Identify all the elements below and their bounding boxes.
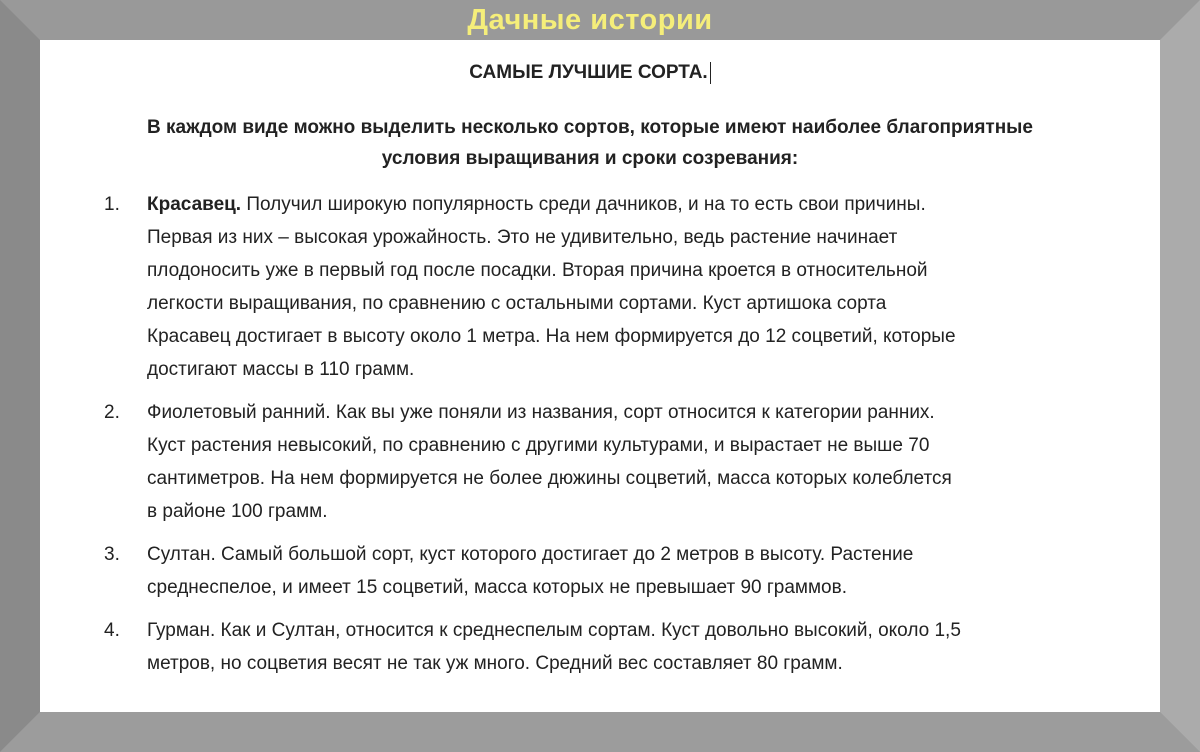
item-number: 1. (104, 194, 120, 215)
site-title: Дачные истории (467, 4, 713, 36)
item-line: Гурман. Как и Султан, относится к среднеспелым сортам. Куст довольно высокий, около 1,5 (147, 620, 961, 641)
item-number: 4. (104, 620, 120, 641)
list-item (104, 396, 1144, 528)
frame-left (0, 0, 40, 752)
intro-line: В каждом виде можно выделить несколько сортов, которые имеют наиболее благоприятные (147, 117, 1033, 138)
varieties-list (104, 188, 1144, 690)
intro-paragraph (70, 112, 1110, 174)
item-line: Куст растения невысокий, по сравнению с другими культурами, и вырастает не выше 70 (147, 435, 930, 456)
frame-right (1160, 0, 1200, 752)
item-line (147, 188, 956, 221)
item-line: в районе 100 грамм. (147, 501, 328, 522)
list-item (104, 614, 1144, 680)
item-text (147, 614, 961, 680)
document-heading (40, 62, 1140, 84)
item-text (147, 396, 952, 528)
item-line: Первая из них – высокая урожайность. Это не удивительно, ведь растение начинает (147, 227, 898, 248)
frame-bottom (0, 712, 1200, 752)
document-page (40, 40, 1160, 712)
item-line: плодоносить уже в первый год после посадки. Вторая причина кроется в относительной (147, 260, 928, 281)
item-line: Султан. Самый большой сорт, куст которого достигает до 2 метров в высоту. Растение (147, 544, 914, 565)
list-item (104, 188, 1144, 386)
list-item (104, 538, 1144, 604)
item-line: достигают массы в 110 грамм. (147, 359, 415, 380)
item-number: 3. (104, 544, 120, 565)
item-number: 2. (104, 402, 120, 423)
item-line: Фиолетовый ранний. Как вы уже поняли из названия, сорт относится к категории ранних. (147, 402, 935, 423)
item-line: среднеспелое, и имеет 15 соцветий, масса которых не превышает 90 граммов. (147, 577, 847, 598)
item-line: Красавец достигает в высоту около 1 метра. На нем формируется до 12 соцветий, которые (147, 326, 956, 347)
item-text (147, 538, 913, 604)
item-line: сантиметров. На нем формируется не более дюжины соцветий, масса которых колеблется (147, 468, 952, 489)
intro-line: условия выращивания и сроки созревания: (381, 148, 799, 169)
text-cursor (710, 62, 711, 84)
item-text (147, 188, 956, 386)
heading-text: САМЫЕ ЛУЧШИЕ СОРТА. (469, 62, 708, 84)
variety-name: Красавец. (147, 194, 242, 215)
item-line: легкости выращивания, по сравнению с остальными сортами. Куст артишока сорта (147, 293, 887, 314)
item-line: метров, но соцветия весят не так уж много. Средний вес составляет 80 грамм. (147, 653, 843, 674)
item-line-text: Получил широкую популярность среди дачников, и на то есть свои причины. (241, 194, 926, 215)
